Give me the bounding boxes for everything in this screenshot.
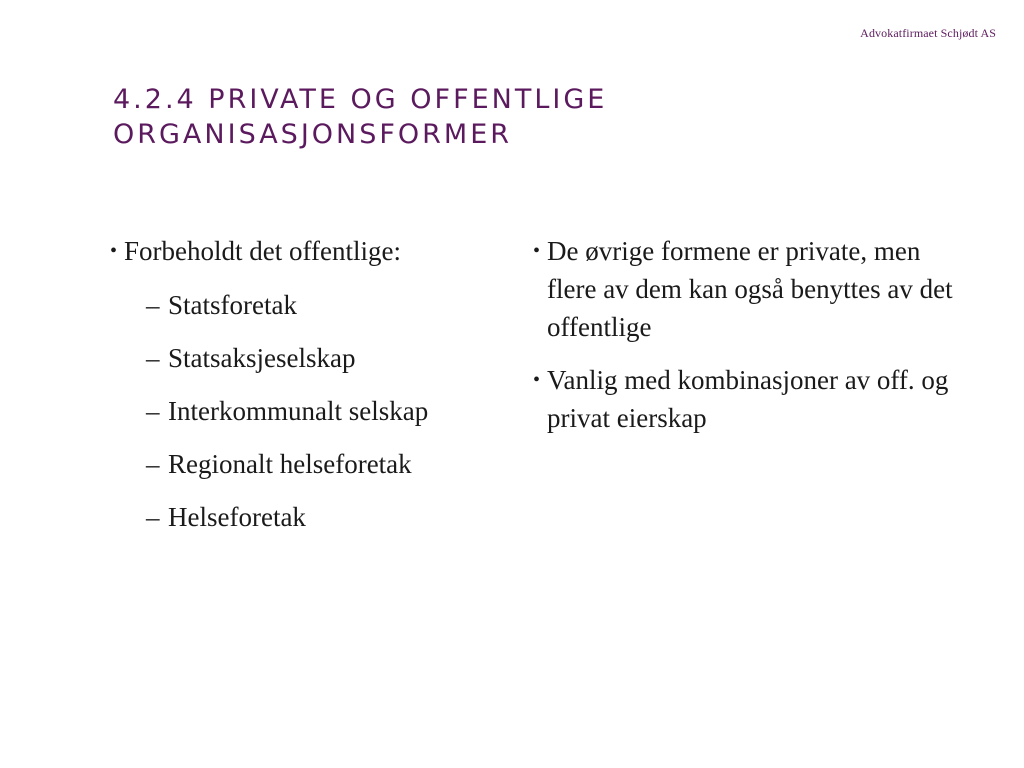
right-column bbox=[533, 232, 973, 452]
bullet-text: De øvrige formene er private, men flere av dem kan også benyttes av det offentlige bbox=[547, 236, 953, 342]
sub-item-interkommunalt-selskap bbox=[146, 392, 510, 430]
sub-item-helseforetak bbox=[146, 498, 510, 536]
slide-title-line-1: 4.2.4 PRIVATE OG OFFENTLIGE bbox=[113, 84, 608, 115]
sub-item-text: Statsaksjeselskap bbox=[168, 343, 356, 373]
dash-marker: – bbox=[146, 343, 160, 373]
left-column bbox=[110, 232, 510, 551]
firm-name: Advokatfirmaet Schjødt AS bbox=[860, 26, 996, 40]
sub-item-statsforetak bbox=[146, 286, 510, 324]
slide-title-line-2: ORGANISASJONSFORMER bbox=[113, 119, 513, 150]
bullet-marker: • bbox=[533, 369, 541, 391]
dash-marker: – bbox=[146, 449, 160, 479]
slide-title bbox=[113, 82, 873, 152]
sub-item-text: Helseforetak bbox=[168, 502, 306, 532]
bullet-marker: • bbox=[533, 240, 541, 262]
bullet-text: Forbeholdt det offentlige: bbox=[124, 236, 401, 266]
sub-item-text: Interkommunalt selskap bbox=[168, 396, 429, 426]
dash-marker: – bbox=[146, 396, 160, 426]
dash-marker: – bbox=[146, 290, 160, 320]
sub-item-text: Regionalt helseforetak bbox=[168, 449, 412, 479]
bullet-item bbox=[533, 361, 973, 437]
bullet-item bbox=[110, 232, 510, 270]
sub-item-regionalt-helseforetak bbox=[146, 445, 510, 483]
sub-item-statsaksjeselskap bbox=[146, 339, 510, 377]
dash-marker: – bbox=[146, 502, 160, 532]
bullet-marker: • bbox=[110, 240, 118, 262]
sub-item-text: Statsforetak bbox=[168, 290, 297, 320]
bullet-text: Vanlig med kombinasjoner av off. og privat eierskap bbox=[547, 365, 949, 433]
bullet-item bbox=[533, 232, 973, 346]
